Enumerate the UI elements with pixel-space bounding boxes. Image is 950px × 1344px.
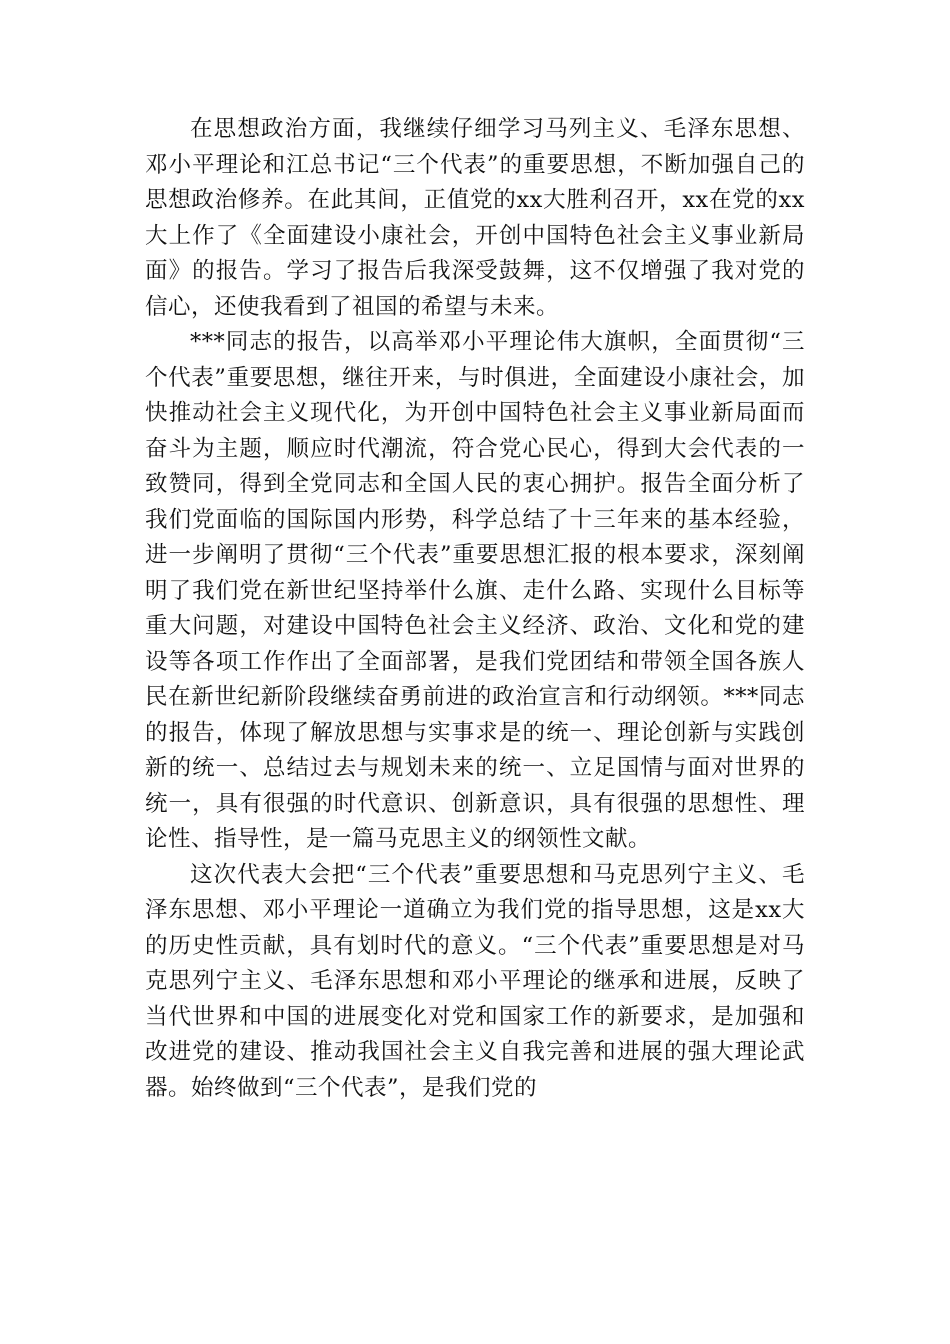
paragraph-report-review: ***同志的报告，以高举邓小平理论伟大旗帜，全面贯彻“三个代表”重要思想，继往开来，与时俱进，全面建设小康社会，加快推动社会主义现代化，为开创中国特色社会主义事业新局面而奋斗为主题，顺应时代潮流，符合党心民心，得到大会代表的一致赞同，得到全党同志和全国人民的衷心拥护。报告全面分析了我们党面临的国际国内形势，科学总结了十三年来的基本经验，进一步阐明了贯彻“三个代表”重要思想汇报的根本要求，深刻阐明了我们党在新世纪坚持举什么旗、走什么路、实现什么目标等重大问题，对建设中国特色社会主义经济、政治、文化和党的建设等各项工作作出了全面部署，是我们党团结和带领全国各族人民在新世纪新阶段继续奋勇前进的政治宣言和行动纲领。***同志的报告，体现了解放思想与实事求是的统一、理论创新与实践创新的统一、总结过去与规划未来的统一、立足国情与面对世界的统一，具有很强的时代意识、创新意识，具有很强的思想性、理论性、指导性，是一篇马克思主义的纲领性文献。 <box>145 329 805 852</box>
paragraph-political-study: 在思想政治方面，我继续仔细学习马列主义、毛泽东思想、邓小平理论和江总书记“三个代表”的重要思想，不断加强自己的思想政治修养。在此其间，正值党的xx大胜利召开，xx在党的xx大上作了《全面建设小康社会，开创中国特色社会主义事业新局面》的报告。学习了报告后我深受鼓舞，这不仅增强了我对党的信心，还使我看到了祖国的希望与未来。 <box>145 116 805 320</box>
paragraph-three-represents: 这次代表大会把“三个代表”重要思想和马克思列宁主义、毛泽东思想、邓小平理论一道确立为我们党的指导思想，这是xx大的历史性贡献，具有划时代的意义。“三个代表”重要思想是对马克思列宁主义、毛泽东思想和邓小平理论的继承和进展，反映了当代世界和中国的进展变化对党和国家工作的新要求，是加强和改进党的建设、推动我国社会主义自我完善和进展的强大理论武器。始终做到“三个代表”，是我们党的 <box>145 861 805 1101</box>
document-body <box>145 112 805 1106</box>
